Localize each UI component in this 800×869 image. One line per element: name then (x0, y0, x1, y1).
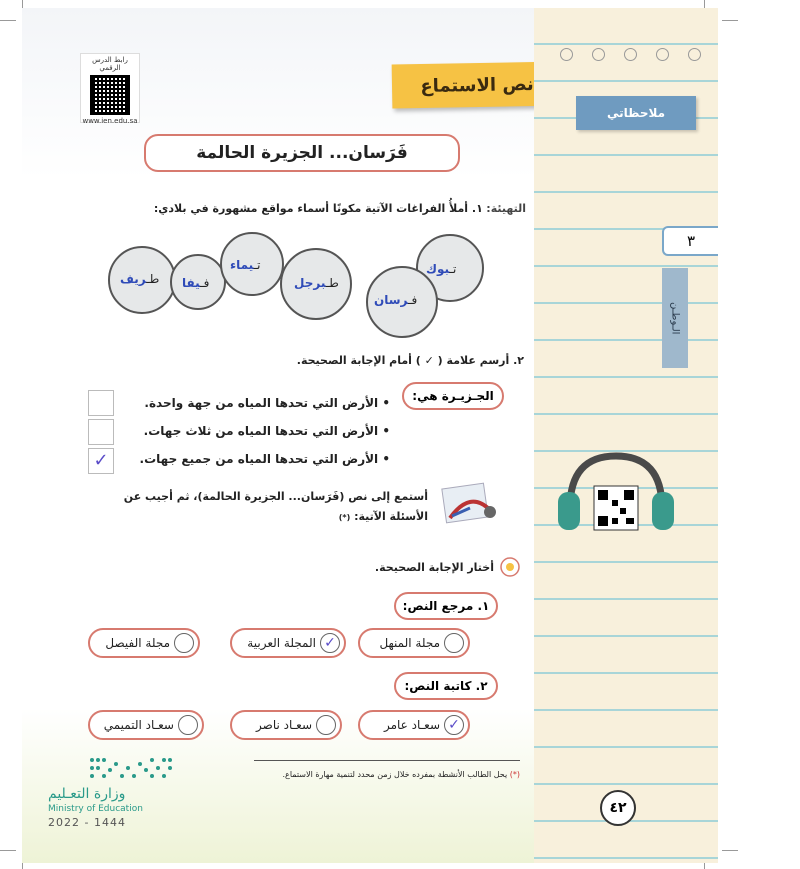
main-panel (22, 8, 534, 863)
banner-label: نص الاستماع (420, 73, 534, 97)
radio-circle[interactable] (174, 633, 194, 653)
listening-headset-icon (440, 480, 500, 530)
warmup-instruction (154, 202, 526, 215)
island-label (402, 382, 504, 410)
mc1-option-manhal[interactable] (358, 628, 470, 658)
binder-ring-icon (688, 48, 701, 61)
choose-activity-icon (498, 556, 522, 578)
lesson-title (144, 134, 460, 172)
qr-url: www.ien.edu.sa (82, 117, 138, 125)
mc2-question (394, 672, 498, 700)
word-answer: يماء (230, 258, 254, 272)
ministry-name-arabic: وزارة التعـليم (48, 786, 126, 802)
unit-number-text: ٣ (686, 232, 696, 250)
mc2-option-tamimi[interactable] (88, 710, 204, 740)
island-checkbox-1[interactable] (88, 390, 114, 416)
word-fayfa[interactable] (182, 276, 209, 290)
word-prefix: طـ (146, 272, 160, 286)
option-label: سعـاد التميمي (103, 718, 174, 732)
notes-panel (534, 8, 718, 863)
option-label: سعـاد عامر (383, 718, 440, 732)
listen-instruction-1: أستمع إلى نص (فَرَسان... الجزيرة الحالمة)، ثم أجيب عن (123, 490, 428, 503)
binder-ring-icon (624, 48, 637, 61)
word-turayf[interactable] (120, 272, 159, 286)
footnote-marker: (*) (509, 770, 520, 779)
ministry-logo-icon (86, 754, 176, 782)
mc2-question-text: ٢. كاتبة النص: (404, 679, 488, 693)
warmup-text: ١. أملأُ الفراغات الآتية مكونًا أسماء مواقع مشهورة في بلادي: (153, 202, 483, 215)
footnote-reference: (*) (338, 513, 351, 522)
island-option-2: • الأرض التي تحدها المياه من ثلاث جهات. (143, 424, 390, 438)
lesson-title-text: فَرَسان... الجزيرة الحالمة (196, 143, 408, 163)
radio-circle[interactable] (316, 715, 336, 735)
binder-ring-icon (592, 48, 605, 61)
unit-name-tab (662, 268, 688, 368)
warmup-label: التهيئة: (486, 202, 526, 215)
word-tabuk[interactable] (426, 262, 456, 276)
word-tayma[interactable] (230, 258, 260, 272)
word-answer: يفا (182, 276, 201, 290)
word-answer: ريف (120, 272, 147, 286)
listen-instruction-2-text: الأسئلة الآتية: (354, 510, 428, 523)
word-answer: رسان (374, 293, 409, 307)
listen-instruction-2 (339, 510, 428, 523)
ministry-name-english: Ministry of Education (48, 804, 143, 814)
edition-year: 2022 - 1444 (48, 816, 126, 829)
option-label: المجلة العربية (247, 636, 316, 650)
option-label: مجلة الفيصل (105, 636, 170, 650)
footnote-divider (254, 760, 520, 761)
radio-circle[interactable] (178, 715, 198, 735)
binder-ring-icon (656, 48, 669, 61)
word-tabarjal[interactable] (294, 276, 339, 290)
island-option-3: • الأرض التي تحدها المياه من جميع جهات. (139, 452, 390, 466)
word-prefix: تـ (449, 262, 457, 276)
word-prefix: طـ (325, 276, 339, 290)
word-farasan[interactable] (374, 293, 417, 307)
lesson-qr-code[interactable] (80, 53, 140, 123)
island-checkbox-2[interactable] (88, 419, 114, 445)
mc1-option-faisal[interactable] (88, 628, 200, 658)
island-label-text: الجـزيـرة هي: (412, 389, 494, 403)
unit-number (662, 226, 718, 256)
binder-ring-icon (560, 48, 573, 61)
notes-label-text: ملاحظاتي (606, 106, 666, 120)
qr-caption: رابط الدرس الرقمي (92, 56, 128, 72)
word-prefix: تـ (253, 258, 261, 272)
mc2-option-amer[interactable] (358, 710, 470, 740)
word-answer: بوك (426, 262, 450, 276)
word-prefix: فـ (200, 276, 210, 290)
headphones-qr-icon[interactable] (556, 448, 676, 538)
island-option-1: • الأرض التي تحدها المياه من جهة واحدة. (144, 396, 390, 410)
mc2-option-nasser[interactable] (230, 710, 342, 740)
qr-icon (90, 75, 130, 115)
unit-name-text: الـوطـن (669, 301, 681, 335)
island-checkbox-3[interactable]: ✓ (88, 448, 114, 474)
page-number (600, 790, 636, 826)
option-label: سعـاد ناصر (256, 718, 312, 732)
footnote (283, 770, 520, 779)
choose-instruction: أختار الإجابة الصحيحة. (374, 561, 494, 574)
radio-circle[interactable] (444, 633, 464, 653)
mc1-question (394, 592, 498, 620)
question-2: ٢. أرسم علامة ( ✓ ) أمام الإجابة الصحيحة. (296, 354, 524, 367)
footnote-text: يحل الطالب الأنشطة بمفرده خلال زمن محدد لتنمية مهارة الاستماع. (282, 770, 508, 779)
radio-circle[interactable]: ✓ (444, 715, 464, 735)
mc1-option-arabia[interactable] (230, 628, 346, 658)
mc1-question-text: ١. مرجع النص: (402, 599, 490, 613)
word-prefix: فـ (408, 293, 418, 307)
option-label: مجلة المنهل (379, 636, 440, 650)
textbook-page (22, 8, 718, 863)
page-number-text: ٤٢ (609, 800, 627, 816)
word-answer: برجل (294, 276, 326, 290)
radio-circle[interactable]: ✓ (320, 633, 340, 653)
notes-label (576, 96, 696, 130)
